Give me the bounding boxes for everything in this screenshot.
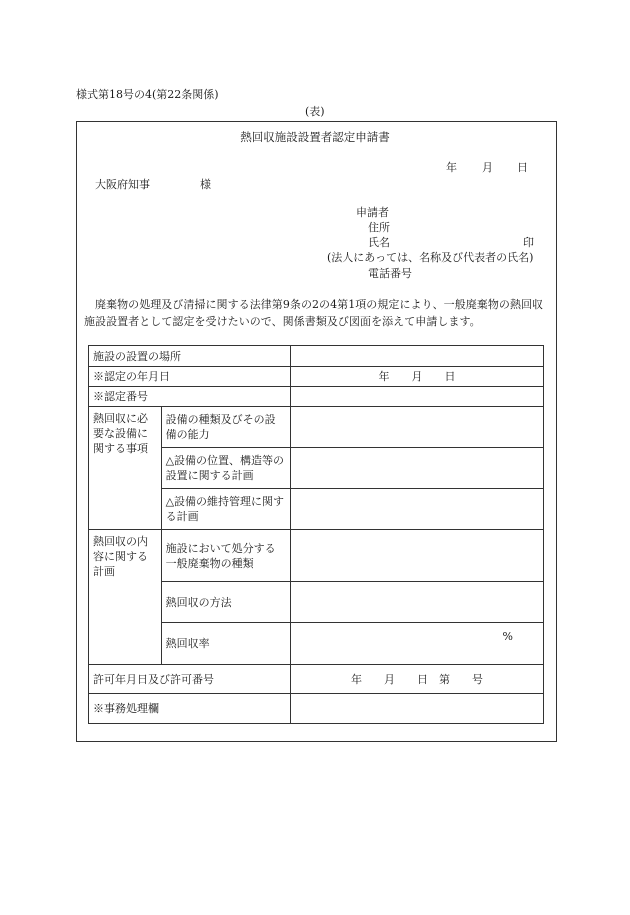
- page-title: 熱回収施設設置者認定申請書: [240, 130, 390, 144]
- recovery-rate-field[interactable]: [291, 623, 544, 665]
- table-row: [89, 367, 544, 387]
- percent-unit: %: [502, 630, 513, 643]
- applicant-label: 申請者: [356, 206, 389, 219]
- honorific: 様: [200, 178, 211, 191]
- date-month: 月: [482, 161, 493, 174]
- date-day: 日: [517, 161, 528, 174]
- office-use-field[interactable]: [291, 694, 544, 724]
- waste-type-label: 施設において処分する一般廃棄物の種類: [161, 530, 290, 582]
- site-location-label: 施設の設置の場所: [89, 346, 291, 367]
- addressee: 大阪府知事: [95, 178, 150, 191]
- permit-label: 許可年月日及び許可番号: [89, 665, 291, 694]
- table-row: [89, 665, 544, 694]
- cert-date-label: ※認定の年月日: [89, 367, 291, 387]
- recovery-method-label: 熱回収の方法: [161, 582, 290, 623]
- equipment-position-label: △設備の位置、構造等の設置に関する計画: [161, 448, 290, 489]
- table-row: [89, 694, 544, 724]
- cert-number-field[interactable]: [291, 387, 544, 407]
- table-row: [89, 387, 544, 407]
- equipment-position-field[interactable]: [291, 448, 544, 489]
- table-row: [89, 407, 544, 448]
- phone-label: 電話番号: [368, 267, 412, 280]
- form-number: 様式第18号の4(第22条関係): [76, 88, 219, 101]
- equipment-group-label: 熱回収に必要な設備に関する事項: [89, 407, 162, 530]
- content-group-label: 熱回収の内容に関する計画: [89, 530, 162, 665]
- address-label: 住所: [368, 221, 390, 234]
- cert-number-label: ※認定番号: [89, 387, 291, 407]
- equipment-type-label: 設備の種類及びその設備の能力: [161, 407, 290, 448]
- site-location-field[interactable]: [291, 346, 544, 367]
- application-table: [88, 345, 544, 724]
- office-use-label: ※事務処理欄: [89, 694, 291, 724]
- equipment-type-field[interactable]: [291, 407, 544, 448]
- cert-date-field[interactable]: 年 月 日: [291, 367, 544, 387]
- equipment-maintenance-label: △設備の維持管理に関する計画: [161, 489, 290, 530]
- date-year: 年: [446, 161, 457, 174]
- application-statement: 廃棄物の処理及び清掃に関する法律第9条の2の4第1項の規定により、一般廃棄物の熱回収施設設置者として認定を受けたいので、関係書類及び図面を添えて申請します。: [84, 298, 544, 328]
- recovery-method-field[interactable]: [291, 582, 544, 623]
- side-label: (表): [305, 105, 325, 118]
- waste-type-field[interactable]: [291, 530, 544, 582]
- seal-label: 印: [523, 236, 534, 249]
- name-label: 氏名: [368, 236, 390, 249]
- equipment-maintenance-field[interactable]: [291, 489, 544, 530]
- corporate-note: (法人にあっては、名称及び代表者の氏名): [327, 251, 534, 264]
- permit-field[interactable]: 年 月 日 第 号: [291, 665, 544, 694]
- table-row: [89, 530, 544, 582]
- recovery-rate-label: 熱回収率: [161, 623, 290, 665]
- table-row: [89, 346, 544, 367]
